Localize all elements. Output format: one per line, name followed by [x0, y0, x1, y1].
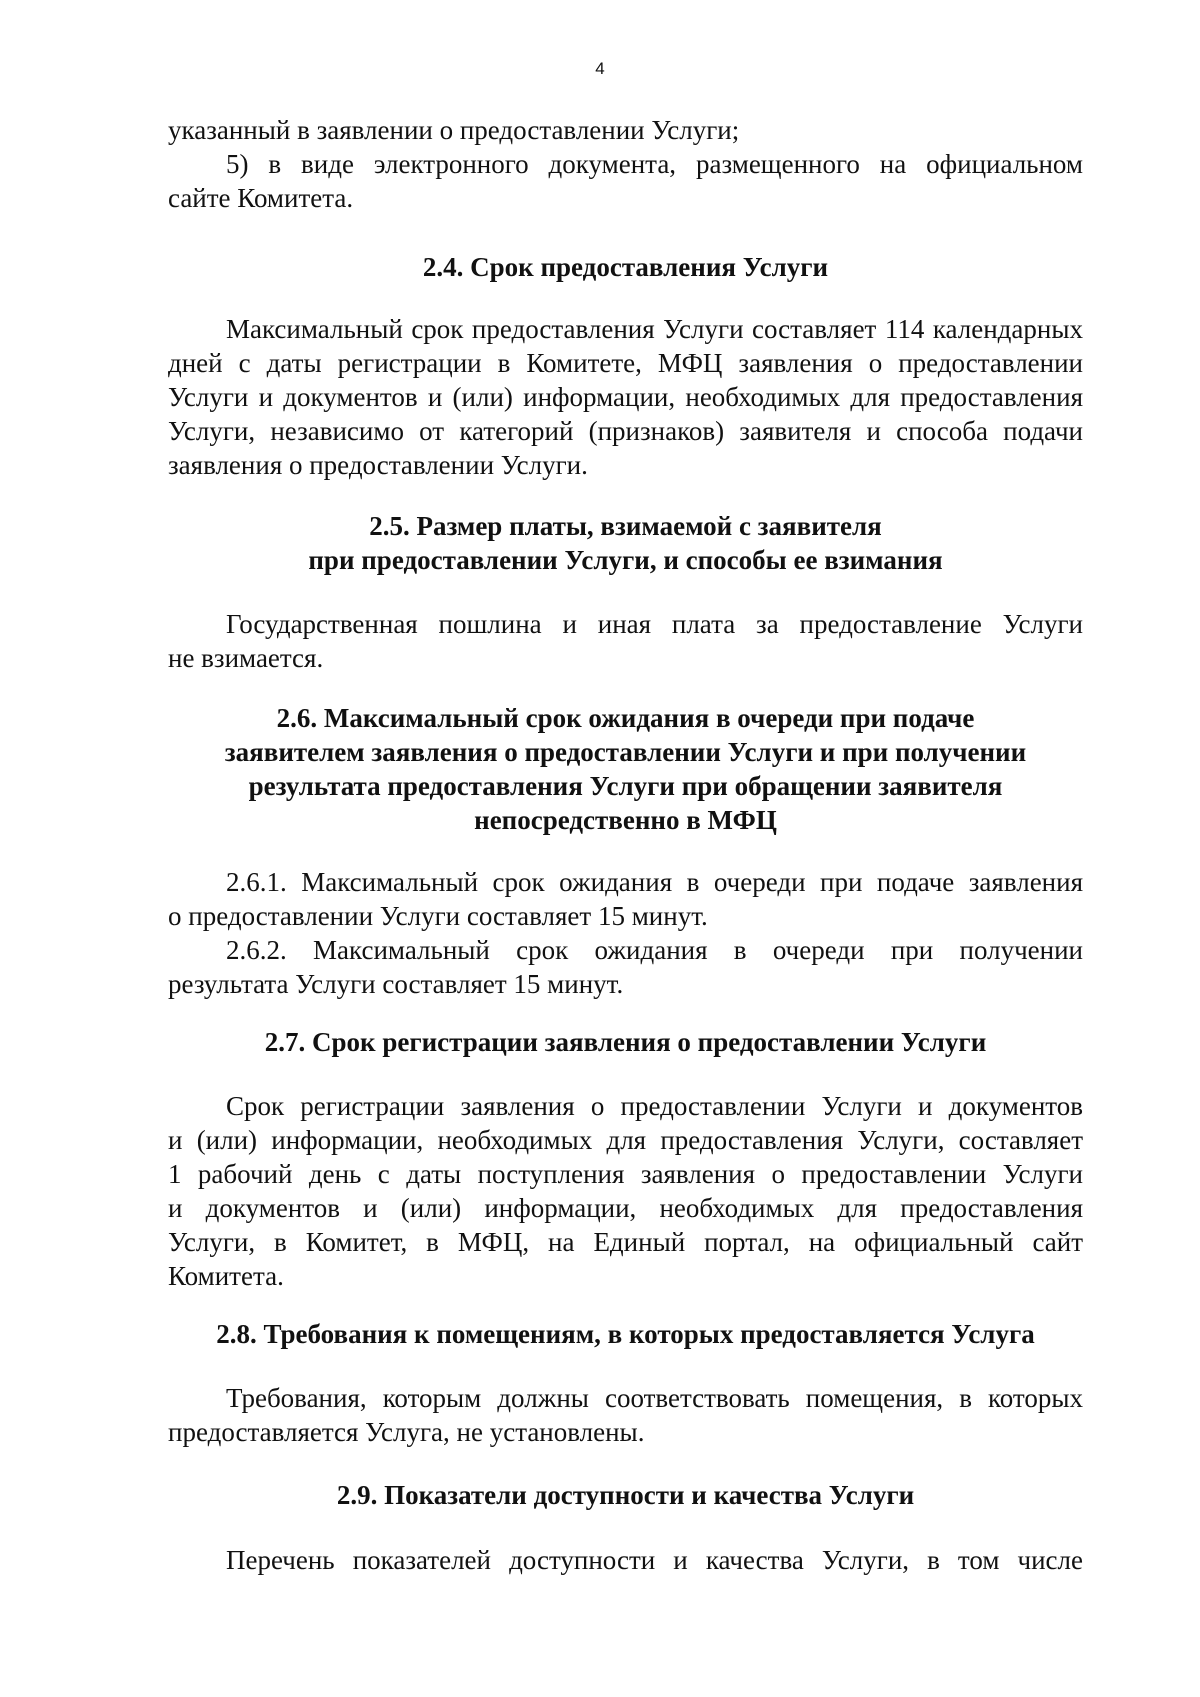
text-line: 1 рабочий день с даты поступления заявления о предоставлении Услуги — [168, 1159, 1083, 1189]
section-2-4-text — [168, 312, 1083, 482]
text-line: указанный в заявлении о предоставлении Услуги; — [168, 115, 740, 145]
section-heading-2-6-line4: непосредственно в МФЦ — [474, 805, 777, 835]
text-line: предоставляется Услуга, не установлены. — [168, 1417, 645, 1447]
text-line: Услуги, в Комитет, в МФЦ, на Единый портал, на официальный сайт — [168, 1227, 1083, 1257]
section-heading-2-5-line2: при предоставлении Услуги, и способы ее взимания — [308, 545, 943, 575]
text-line: Комитета. — [168, 1261, 284, 1291]
section-2-8-text — [168, 1381, 1083, 1449]
section-2-9-text — [168, 1543, 1083, 1577]
section-2-7-text — [168, 1089, 1083, 1293]
section-heading-2-8: 2.8. Требования к помещениям, в которых предоставляется Услуга — [216, 1319, 1035, 1349]
text-line: 2.6.2. Максимальный срок ожидания в очереди при получении — [226, 935, 1083, 965]
text-line: о предоставлении Услуги составляет 15 минут. — [168, 901, 708, 931]
text-line: Срок регистрации заявления о предоставлении Услуги и документов — [226, 1091, 1083, 1121]
page-number: 4 — [595, 59, 605, 78]
text-line: Услуги и документов и (или) информации, необходимых для предоставления — [168, 382, 1083, 412]
text-line: Максимальный срок предоставления Услуги составляет 114 календарных — [226, 314, 1083, 344]
text-line: Требования, которым должны соответствовать помещения, в которых — [226, 1383, 1083, 1413]
section-heading-2-7: 2.7. Срок регистрации заявления о предоставлении Услуги — [264, 1027, 987, 1057]
text-line: результата Услуги составляет 15 минут. — [168, 969, 624, 999]
section-heading-2-6-line2: заявителем заявления о предоставлении Услуги и при получении — [224, 737, 1027, 767]
section-2-6-text — [168, 865, 1083, 1001]
section-heading-2-6-line3: результата предоставления Услуги при обращении заявителя — [248, 771, 1003, 801]
text-line: сайте Комитета. — [168, 183, 354, 213]
text-line: Перечень показателей доступности и качества Услуги, в том числе — [226, 1545, 1083, 1575]
text-line: не взимается. — [168, 643, 324, 673]
text-line: дней с даты регистрации в Комитете, МФЦ заявления о предоставлении — [168, 348, 1083, 378]
text-line: и документов и (или) информации, необходимых для предоставления — [168, 1193, 1083, 1223]
section-heading-2-4: 2.4. Срок предоставления Услуги — [422, 252, 829, 282]
text-line: Государственная пошлина и иная плата за предоставление Услуги — [226, 609, 1083, 639]
section-heading-2-5-line1: 2.5. Размер платы, взимаемой с заявителя — [369, 511, 882, 541]
section-heading-2-6-line1: 2.6. Максимальный срок ожидания в очереди при подаче — [276, 703, 975, 733]
intro-paragraph — [168, 113, 1083, 215]
text-line: Услуги, независимо от категорий (признаков) заявителя и способа подачи — [168, 416, 1083, 446]
section-2-5-text — [168, 607, 1083, 675]
text-line: и (или) информации, необходимых для предоставления Услуги, составляет — [168, 1125, 1083, 1155]
text-line: 2.6.1. Максимальный срок ожидания в очереди при подаче заявления — [226, 867, 1083, 897]
section-heading-2-9: 2.9. Показатели доступности и качества Услуги — [336, 1480, 915, 1510]
text-line: заявления о предоставлении Услуги. — [168, 450, 588, 480]
text-line: 5) в виде электронного документа, размещенного на официальном — [226, 149, 1083, 179]
